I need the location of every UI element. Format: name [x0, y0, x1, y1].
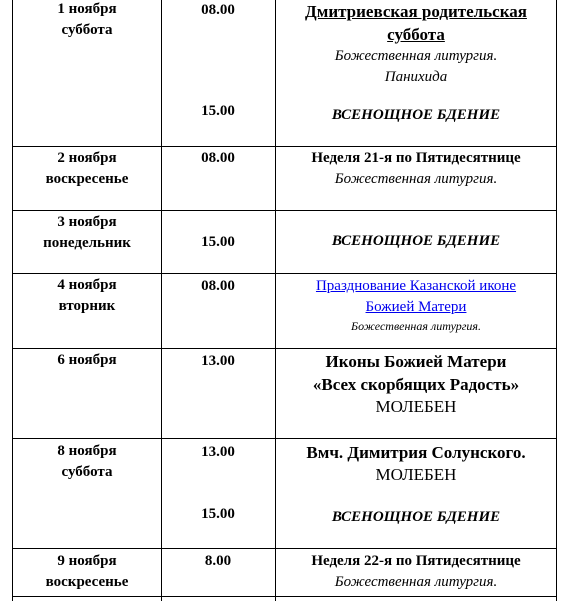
date-day: 8 ноября [57, 443, 117, 459]
event-title: Неделя 22-я по Пятидесятнице [311, 553, 521, 569]
event-title: Иконы Божией Матери [325, 352, 507, 371]
event-cell [276, 551, 556, 593]
service-text: Панихида [384, 69, 448, 85]
row-divider [12, 548, 557, 549]
event-title: суббота [387, 25, 445, 44]
date-cell [13, 0, 161, 41]
date-cell [13, 551, 161, 593]
service-text: Божественная литургия. [334, 171, 498, 187]
date-day: 2 ноября [57, 150, 117, 166]
event-cell [276, 276, 556, 334]
time-cell [162, 442, 274, 462]
row-divider [12, 273, 557, 274]
row-divider [12, 348, 557, 349]
date-weekday: понедельник [43, 235, 131, 251]
date-day: 1 ноября [57, 1, 117, 17]
row-divider [12, 146, 557, 147]
date-day: 9 ноября [57, 553, 117, 569]
row-divider [12, 210, 557, 211]
time-cell [162, 148, 274, 168]
table-border-right [556, 0, 557, 601]
time-value: 13.00 [201, 353, 235, 369]
event-cell [276, 350, 556, 418]
evening-service: ВСЕНОЩНОЕ БДЕНИЕ [331, 107, 501, 123]
evening-service: ВСЕНОЩНОЕ БДЕНИЕ [331, 509, 501, 525]
time-value: 08.00 [201, 150, 235, 166]
service-text: Божественная литургия. [334, 48, 498, 64]
time-value: 8.00 [204, 553, 232, 569]
event-cell [276, 148, 556, 190]
date-weekday: вторник [58, 298, 116, 314]
service-text: МОЛЕБЕН [375, 397, 457, 416]
date-cell [13, 441, 161, 483]
row-divider [12, 438, 557, 439]
date-cell [13, 148, 161, 190]
time-cell [162, 351, 274, 371]
event-cell [276, 441, 556, 486]
evening-service: ВСЕНОЩНОЕ БДЕНИЕ [331, 233, 501, 249]
feast-link[interactable]: Празднование Казанской иконе [315, 278, 517, 294]
event-cell [276, 0, 556, 88]
time-value: 08.00 [201, 278, 235, 294]
time-value: 08.00 [201, 2, 235, 18]
time-cell [162, 0, 274, 20]
time-value: 15.00 [201, 234, 235, 250]
event-title: «Всех скорбящих Радость» [312, 375, 520, 394]
time-cell [162, 276, 274, 296]
service-text: МОЛЕБЕН [375, 465, 457, 484]
date-cell [13, 350, 161, 371]
date-day: 3 ноября [57, 214, 117, 230]
row-divider [12, 596, 557, 597]
date-cell [13, 212, 161, 254]
time-cell [162, 551, 274, 571]
time-cell [162, 504, 274, 524]
service-text: Божественная литургия. [351, 319, 481, 333]
date-weekday: суббота [61, 22, 113, 38]
date-weekday: воскресенье [45, 574, 129, 590]
date-day: 6 ноября [57, 352, 117, 368]
time-value: 15.00 [201, 103, 235, 119]
date-weekday: суббота [61, 464, 113, 480]
event-title: Дмитриевская родительская [305, 2, 527, 21]
time-value: 13.00 [201, 444, 235, 460]
time-cell [162, 101, 274, 121]
time-cell [162, 232, 274, 252]
time-value: 15.00 [201, 506, 235, 522]
date-weekday: воскресенье [45, 171, 129, 187]
date-cell [13, 275, 161, 317]
event-title: Вмч. Димитрия Солунского. [306, 443, 526, 462]
event-title: Неделя 21-я по Пятидесятнице [311, 150, 521, 166]
service-text: Божественная литургия. [334, 574, 498, 590]
feast-link[interactable]: Божией Матери [365, 299, 467, 315]
date-day: 4 ноября [57, 277, 117, 293]
